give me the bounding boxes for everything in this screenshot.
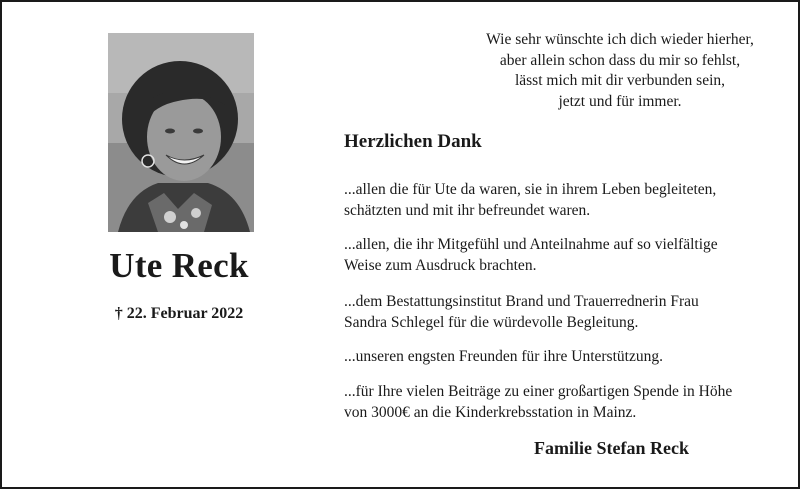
thanks-paragraph bbox=[344, 235, 784, 276]
deceased-name: Ute Reck bbox=[109, 246, 249, 285]
paragraph-line: schätzten und mit ihr befreundet waren. bbox=[344, 201, 591, 219]
poem-line: Wie sehr wünschte ich dich wieder hierher, bbox=[486, 31, 754, 48]
thanks-heading: Herzlichen Dank bbox=[344, 131, 482, 152]
thanks-paragraph bbox=[344, 292, 784, 333]
poem bbox=[470, 30, 770, 112]
poem-line: aber allein schon dass du mir so fehlst, bbox=[499, 51, 741, 69]
paragraph-line: ...für Ihre vielen Beiträge zu einer großartigen Spende in Höhe bbox=[344, 383, 733, 400]
paragraph-line: ...dem Bestattungsinstitut Brand und Trauerrednerin Frau bbox=[344, 293, 699, 310]
portrait-photo bbox=[108, 33, 254, 232]
paragraph-line: Sandra Schlegel für die würdevolle Begleitung. bbox=[344, 313, 639, 331]
poem-line: jetzt und für immer. bbox=[558, 92, 682, 110]
thanks-paragraph bbox=[344, 180, 784, 221]
paragraph-line: ...unseren engsten Freunden für ihre Unterstützung. bbox=[344, 348, 663, 365]
thanks-paragraph bbox=[344, 382, 784, 423]
death-date: † 22. Februar 2022 bbox=[114, 305, 244, 322]
family-signature: Familie Stefan Reck bbox=[534, 438, 689, 458]
paragraph-line: ...allen, die ihr Mitgefühl und Anteilnahme auf so vielfältige bbox=[344, 236, 718, 253]
paragraph-line: ...allen die für Ute da waren, sie in ihrem Leben begleiteten, bbox=[344, 181, 717, 198]
paragraph-line: Weise zum Ausdruck brachten. bbox=[344, 256, 537, 274]
thanks-paragraph bbox=[344, 347, 784, 368]
paragraph-line: von 3000€ an die Kinderkrebsstation in Mainz. bbox=[344, 403, 637, 421]
poem-line: lässt mich mit dir verbunden sein, bbox=[514, 72, 726, 89]
